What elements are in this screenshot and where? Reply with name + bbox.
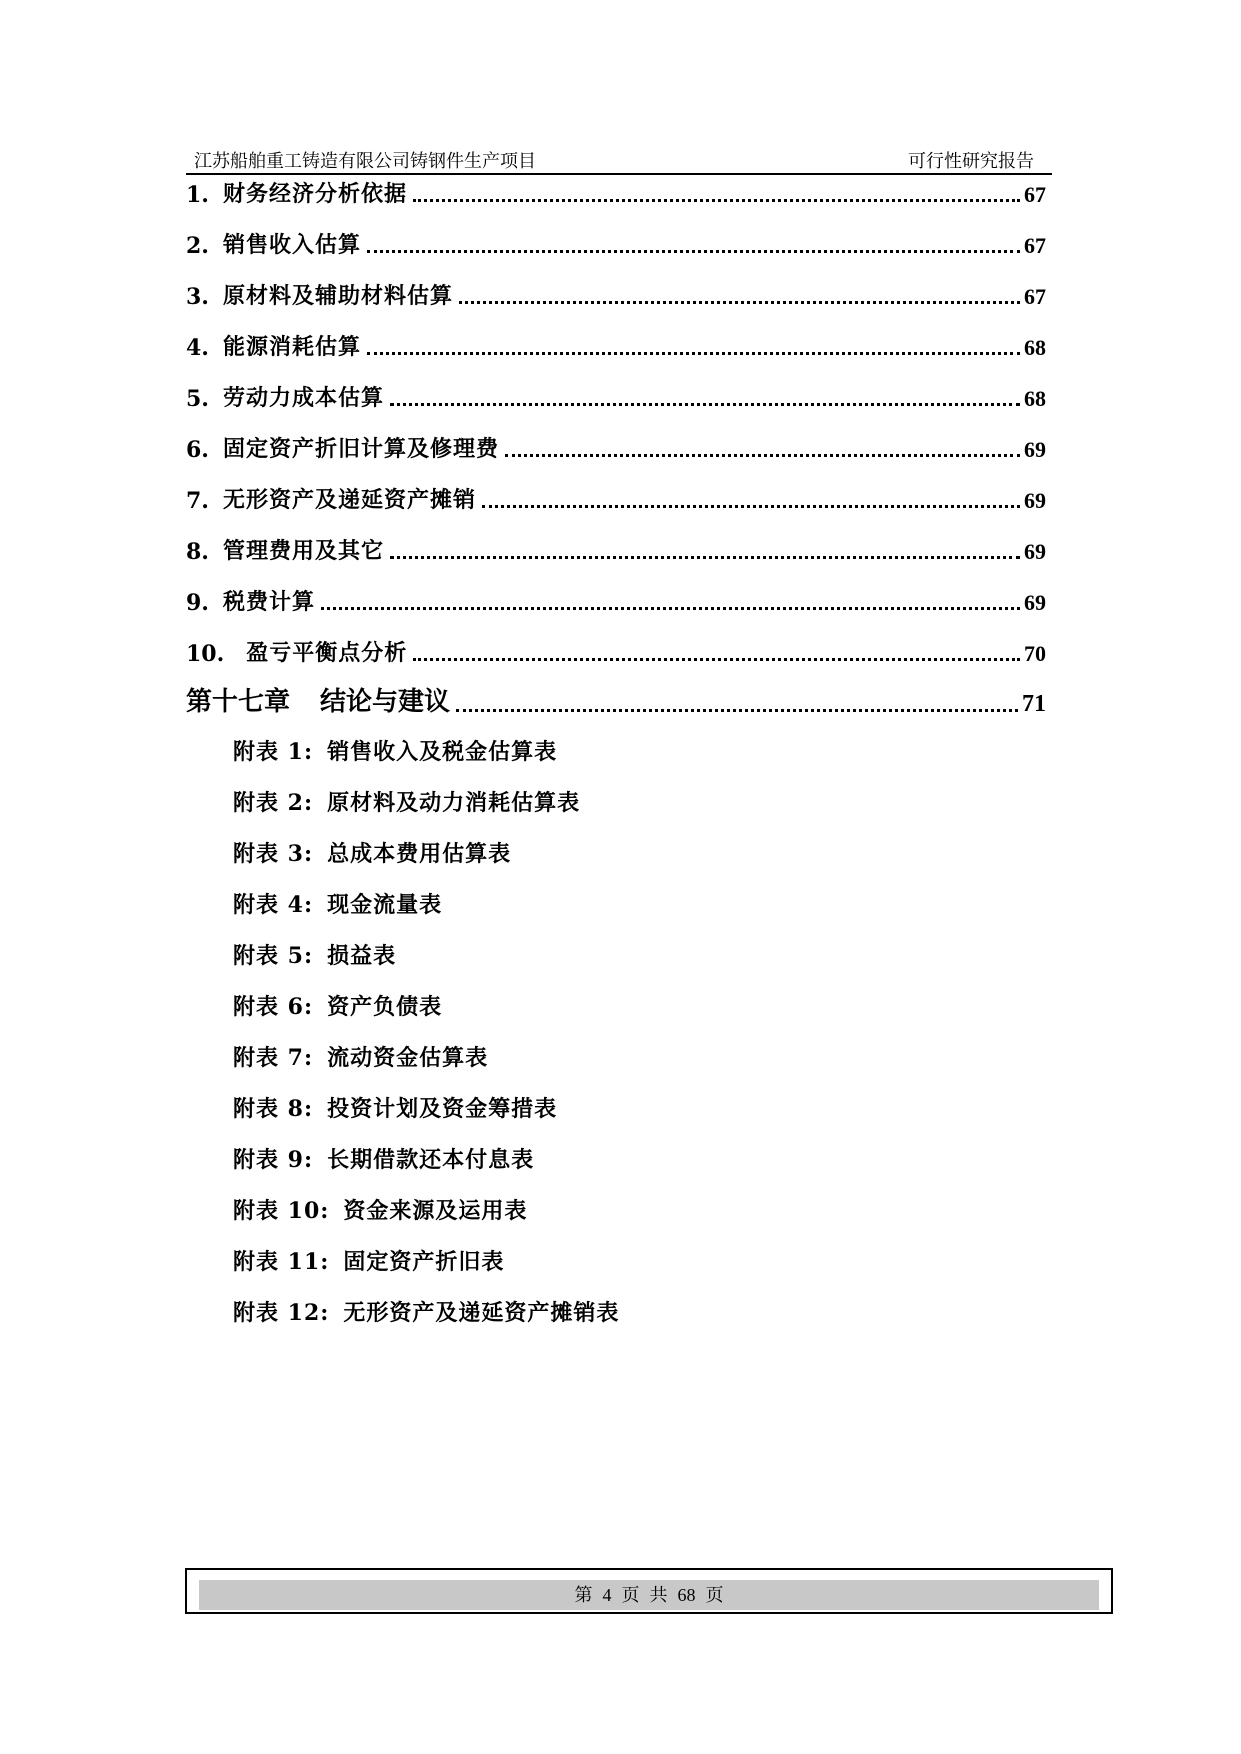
dot-leader	[456, 709, 1018, 712]
chapter-title: 结论与建议	[320, 687, 451, 717]
toc-entry[interactable]	[186, 631, 1046, 667]
toc-number: 1.	[186, 182, 209, 208]
appendix-title: 原材料及动力消耗估算表	[327, 790, 581, 816]
dot-leader	[367, 352, 1020, 355]
appendix-label: 附表 5:	[233, 943, 314, 969]
appendix-title: 流动资金估算表	[327, 1045, 489, 1071]
toc-page-number: 67	[1024, 233, 1046, 258]
toc-title: 劳动力成本估算	[222, 385, 384, 411]
page-label-ye2: 页	[705, 1585, 724, 1605]
dot-leader	[413, 199, 1020, 202]
appendix-entry[interactable]	[233, 1092, 557, 1123]
appendix-entry[interactable]	[233, 1296, 619, 1327]
toc-entry[interactable]	[186, 427, 1046, 463]
toc-title: 固定资产折旧计算及修理费	[222, 436, 499, 462]
header-report-type: 可行性研究报告	[908, 151, 1034, 172]
page-label-gong: 共	[649, 1585, 668, 1605]
page-label-ye: 页	[621, 1585, 640, 1605]
appendix-entry[interactable]	[233, 939, 396, 970]
toc-page-number: 69	[1024, 488, 1046, 513]
toc-number: 2.	[186, 233, 209, 259]
appendix-title: 长期借款还本付息表	[327, 1147, 535, 1173]
dot-leader	[505, 454, 1020, 457]
appendix-label: 附表 12:	[233, 1300, 330, 1326]
appendix-title: 现金流量表	[327, 892, 443, 918]
toc-entry[interactable]	[186, 529, 1046, 565]
dot-leader	[413, 658, 1020, 661]
appendix-label: 附表 3:	[233, 841, 314, 867]
appendix-entry[interactable]	[233, 1194, 527, 1225]
appendix-label: 附表 7:	[233, 1045, 314, 1071]
toc-number: 9.	[186, 590, 209, 616]
appendix-entry[interactable]	[233, 786, 580, 817]
appendix-title: 投资计划及资金筹措表	[327, 1096, 558, 1122]
toc-entry[interactable]	[186, 478, 1046, 514]
toc-entry[interactable]	[186, 376, 1046, 412]
page-number-band	[199, 1580, 1099, 1610]
appendix-label: 附表 11:	[233, 1249, 330, 1275]
toc-title: 盈亏平衡点分析	[246, 640, 408, 666]
current-page-number: 4	[602, 1585, 612, 1605]
dot-leader	[390, 403, 1020, 406]
toc-title: 无形资产及递延资产摊销	[222, 487, 476, 513]
toc-entry[interactable]	[186, 580, 1046, 616]
appendix-title: 无形资产及递延资产摊销表	[343, 1300, 620, 1326]
appendix-title: 损益表	[327, 943, 397, 969]
appendix-label: 附表 8:	[233, 1096, 314, 1122]
appendix-entry[interactable]	[233, 1143, 534, 1174]
chapter-page-number: 71	[1022, 691, 1046, 717]
total-page-count: 68	[677, 1585, 696, 1605]
appendix-entry[interactable]	[233, 1041, 488, 1072]
chapter-number: 第十七章	[186, 687, 291, 717]
dot-leader	[367, 250, 1020, 253]
toc-chapter-entry[interactable]	[186, 682, 1046, 718]
toc-number: 7.	[186, 488, 209, 514]
appendix-entry[interactable]	[233, 735, 557, 766]
toc-number: 3.	[186, 284, 209, 310]
appendix-label: 附表 1:	[233, 739, 314, 765]
toc-page-number: 69	[1024, 539, 1046, 564]
appendix-title: 资产负债表	[327, 994, 443, 1020]
toc-number: 5.	[186, 386, 209, 412]
toc-page-number: 67	[1024, 284, 1046, 309]
appendix-title: 总成本费用估算表	[327, 841, 512, 867]
dot-leader	[459, 301, 1020, 304]
appendix-label: 附表 4:	[233, 892, 314, 918]
appendix-entry[interactable]	[233, 1245, 504, 1276]
header-project-title: 江苏船舶重工铸造有限公司铸钢件生产项目	[194, 151, 536, 172]
toc-entry[interactable]	[186, 172, 1046, 208]
appendix-title: 固定资产折旧表	[343, 1249, 505, 1275]
dot-leader	[390, 556, 1020, 559]
toc-number: 10.	[186, 641, 225, 667]
toc-title: 能源消耗估算	[222, 334, 361, 360]
toc-page-number: 69	[1024, 437, 1046, 462]
toc-page-number: 68	[1024, 335, 1046, 360]
appendix-title: 销售收入及税金估算表	[327, 739, 558, 765]
appendix-label: 附表 10:	[233, 1198, 330, 1224]
toc-number: 6.	[186, 437, 209, 463]
toc-entry[interactable]	[186, 325, 1046, 361]
toc-number: 4.	[186, 335, 209, 361]
toc-title: 税费计算	[222, 589, 315, 615]
page-footer	[185, 1568, 1113, 1614]
toc-entry[interactable]	[186, 274, 1046, 310]
appendix-entry[interactable]	[233, 837, 511, 868]
toc-page-number: 70	[1024, 641, 1046, 666]
toc-entry[interactable]	[186, 223, 1046, 259]
dot-leader	[321, 607, 1020, 610]
appendix-entry[interactable]	[233, 888, 442, 919]
page-header	[186, 145, 1052, 175]
toc-title: 销售收入估算	[222, 232, 361, 258]
dot-leader	[482, 505, 1020, 508]
toc-title: 原材料及辅助材料估算	[222, 283, 453, 309]
appendix-label: 附表 9:	[233, 1147, 314, 1173]
toc-title: 管理费用及其它	[222, 538, 384, 564]
appendix-title: 资金来源及运用表	[343, 1198, 528, 1224]
toc-page-number: 69	[1024, 590, 1046, 615]
toc-title: 财务经济分析依据	[222, 181, 407, 207]
toc-page-number: 68	[1024, 386, 1046, 411]
toc-page-number: 67	[1024, 182, 1046, 207]
appendix-entry[interactable]	[233, 990, 442, 1021]
page-label-di: 第	[574, 1585, 593, 1605]
toc-number: 8.	[186, 539, 209, 565]
appendix-label: 附表 2:	[233, 790, 314, 816]
appendix-label: 附表 6:	[233, 994, 314, 1020]
